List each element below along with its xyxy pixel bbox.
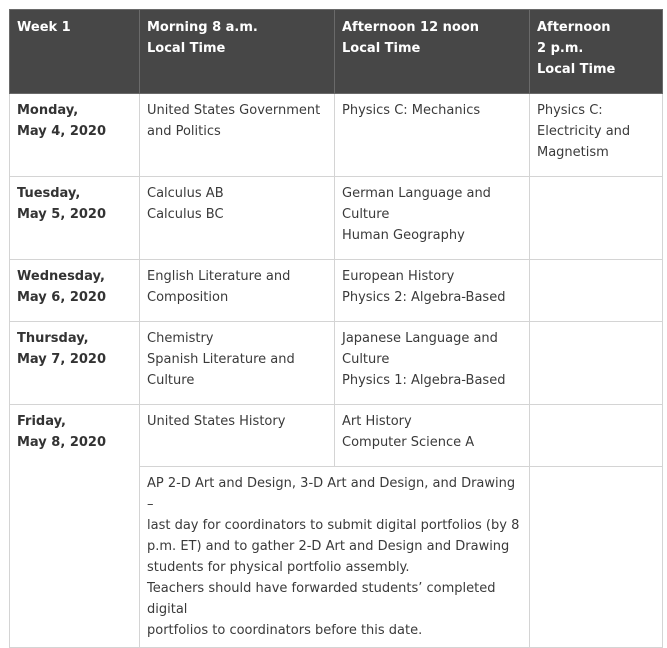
header-noon-line: Local Time	[342, 41, 421, 56]
exam-text: and Politics	[147, 124, 221, 139]
day-date: May 5, 2020	[17, 207, 107, 222]
day-name: Friday,	[17, 414, 66, 429]
noon-exams-cell	[335, 260, 530, 322]
exam-text: European History	[342, 269, 455, 284]
exam-text: Spanish Literature and	[147, 352, 295, 367]
exam-text: Computer Science A	[342, 435, 475, 450]
noon-exams-cell	[335, 405, 530, 467]
afternoon-exams-cell	[530, 467, 663, 648]
header-afternoon	[530, 10, 663, 94]
table-row-thursday	[10, 322, 663, 405]
note-line: p.m. ET) and to gather 2-D Art and Design and Drawing	[147, 539, 510, 554]
noon-exams-cell	[335, 94, 530, 177]
exam-text: Calculus AB	[147, 186, 224, 201]
exam-text: Physics C: Mechanics	[342, 103, 481, 118]
note-line: students for physical portfolio assembly.	[147, 560, 410, 575]
exam-text: German Language and	[342, 186, 491, 201]
exam-text: Chemistry	[147, 331, 214, 346]
header-afternoon-line: Afternoon	[537, 20, 611, 35]
morning-exams-cell	[140, 177, 335, 260]
exam-text: English Literature and	[147, 269, 291, 284]
header-week-label: Week 1	[17, 20, 71, 35]
table-row-tuesday	[10, 177, 663, 260]
morning-exams-cell	[140, 322, 335, 405]
exam-schedule-table	[9, 9, 663, 648]
header-afternoon-line: 2 p.m.	[537, 41, 584, 56]
noon-exams-cell	[335, 322, 530, 405]
table-row-monday	[10, 94, 663, 177]
afternoon-exams-cell	[530, 405, 663, 467]
header-noon	[335, 10, 530, 94]
portfolio-note-cell	[140, 467, 530, 648]
noon-exams-cell	[335, 177, 530, 260]
exam-text: Magnetism	[537, 145, 609, 160]
exam-text: Electricity and	[537, 124, 631, 139]
exam-text: Calculus BC	[147, 207, 224, 222]
header-afternoon-line: Local Time	[537, 62, 616, 77]
exam-text: Japanese Language and	[342, 331, 498, 346]
header-morning-line: Local Time	[147, 41, 226, 56]
exam-text: United States History	[147, 414, 286, 429]
header-noon-line: Afternoon 12 noon	[342, 20, 480, 35]
exam-text: Culture	[342, 207, 390, 222]
table-row-wednesday	[10, 260, 663, 322]
afternoon-exams-cell	[530, 94, 663, 177]
table-row-friday	[10, 405, 663, 467]
exam-text: Physics 1: Algebra-Based	[342, 373, 506, 388]
afternoon-exams-cell	[530, 322, 663, 405]
afternoon-exams-cell	[530, 260, 663, 322]
day-date: May 7, 2020	[17, 352, 107, 367]
day-name: Tuesday,	[17, 186, 81, 201]
day-name: Wednesday,	[17, 269, 105, 284]
day-date: May 4, 2020	[17, 124, 107, 139]
header-morning-line: Morning 8 a.m.	[147, 20, 258, 35]
morning-exams-cell	[140, 94, 335, 177]
day-cell	[10, 177, 140, 260]
exam-text: Physics C:	[537, 103, 603, 118]
day-cell	[10, 94, 140, 177]
exam-text: Culture	[147, 373, 195, 388]
day-date: May 6, 2020	[17, 290, 107, 305]
header-row	[10, 10, 663, 94]
exam-text: Composition	[147, 290, 229, 305]
header-week	[10, 10, 140, 94]
exam-text: Physics 2: Algebra-Based	[342, 290, 506, 305]
note-line: Teachers should have forwarded students’ completed digital	[147, 581, 496, 617]
note-line: portfolios to coordinators before this date.	[147, 623, 423, 638]
exam-text: Art History	[342, 414, 412, 429]
day-cell	[10, 260, 140, 322]
day-cell	[10, 322, 140, 405]
day-date: May 8, 2020	[17, 435, 107, 450]
day-name: Thursday,	[17, 331, 89, 346]
note-line: last day for coordinators to submit digital portfolios (by 8	[147, 518, 520, 533]
morning-exams-cell	[140, 260, 335, 322]
exam-text: Human Geography	[342, 228, 465, 243]
morning-exams-cell	[140, 405, 335, 467]
afternoon-exams-cell	[530, 177, 663, 260]
day-name: Monday,	[17, 103, 79, 118]
header-morning	[140, 10, 335, 94]
day-cell	[10, 405, 140, 648]
exam-text: United States Government	[147, 103, 321, 118]
note-line: AP 2-D Art and Design, 3-D Art and Design, and Drawing –	[147, 476, 516, 512]
exam-text: Culture	[342, 352, 390, 367]
